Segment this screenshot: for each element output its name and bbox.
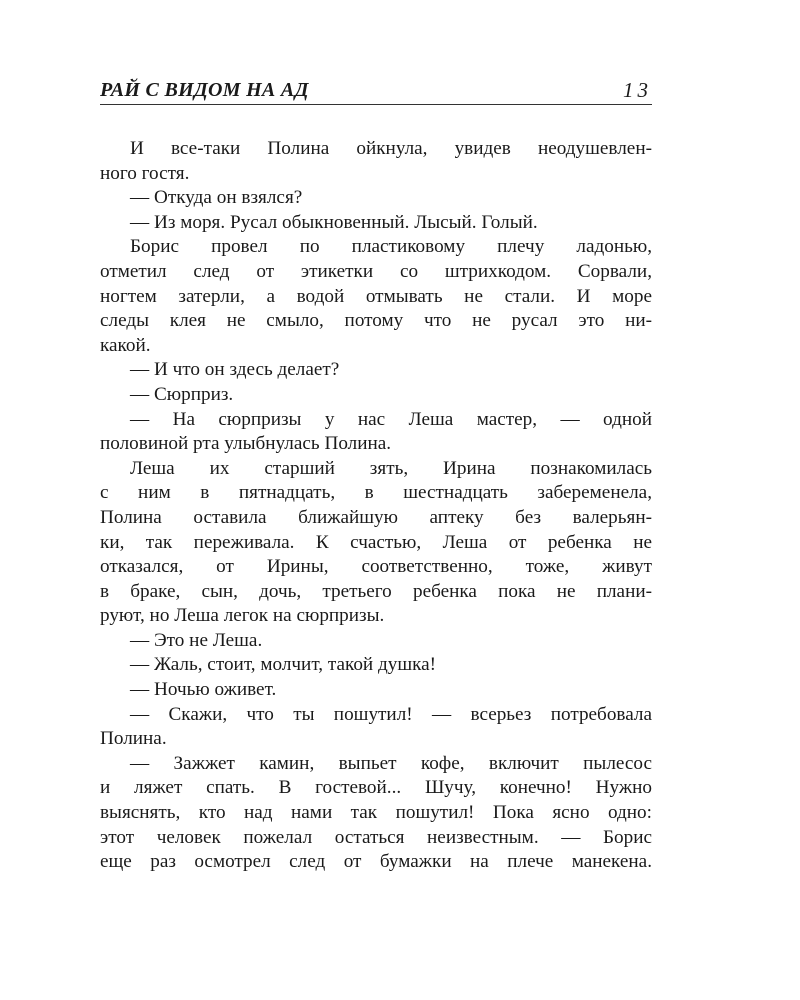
- text-line: Полина.: [100, 728, 167, 750]
- text-line: с ним в пятнадцать, в шестнадцать забеременела,: [100, 482, 652, 504]
- text-line: — И что он здесь делает?: [130, 359, 340, 381]
- text-line: руют, но Леша легок на сюрпризы.: [100, 605, 385, 627]
- text-line: Борис провел по пластиковому плечу ладонью,: [130, 236, 652, 258]
- text-line: этот человек пожелал остаться неизвестным. — Борис: [100, 826, 652, 848]
- text-line: — Из моря. Русал обыкновенный. Лысый. Голый.: [130, 211, 538, 233]
- text-line: — Ночью оживет.: [130, 679, 277, 701]
- text-line: выяснять, кто над нами так пошутил! Пока ясно одно:: [100, 802, 652, 824]
- text-line: — Скажи, что ты пошутил! — всерьез потребовала: [130, 703, 652, 725]
- text-line: — Это не Леша.: [130, 629, 263, 651]
- text-line: отказался, от Ирины, соответственно, тоже, живут: [100, 556, 652, 578]
- text-line: Полина оставила ближайшую аптеку без валерьян-: [100, 506, 652, 528]
- text-line: — Сюрприз.: [130, 383, 234, 405]
- running-header: [100, 78, 652, 106]
- text-line: ного гостя.: [100, 162, 190, 184]
- page-number: 13: [623, 78, 652, 102]
- text-line: ки, так переживала. К счастью, Леша от ребенка не: [100, 531, 652, 553]
- text-line: следы клея не смыло, потому что не русал это ни-: [100, 310, 652, 332]
- text-line: — Зажжет камин, выпьет кофе, включит пылесос: [130, 752, 652, 774]
- header-rule: [100, 104, 652, 105]
- text-line: какой.: [100, 334, 151, 356]
- text-line: и ляжет спать. В гостевой... Шучу, конечно! Нужно: [100, 777, 652, 799]
- text-line: в браке, сын, дочь, третьего ребенка пока не плани-: [100, 580, 652, 602]
- text-line: И все-таки Полина ойкнула, увидев неодушевлен-: [130, 138, 652, 159]
- text-line: половиной рта улыбнулась Полина.: [100, 433, 392, 455]
- text-line: — Жаль, стоит, молчит, такой душка!: [130, 654, 437, 676]
- text-line: еще раз осмотрел след от бумажки на плече манекена.: [100, 851, 652, 873]
- text-line: Леша их старший зять, Ирина познакомилась: [130, 457, 652, 479]
- text-line: — Откуда он взялся?: [130, 187, 303, 209]
- text-line: — На сюрпризы у нас Леша мастер, — одной: [130, 408, 652, 430]
- running-title: РАЙ С ВИДОМ НА АД: [100, 79, 309, 101]
- text-line: ногтем затерли, а водой отмывать не стали. И море: [100, 285, 652, 307]
- body-text: [100, 137, 652, 875]
- text-line: отметил след от этикетки со штрихкодом. Сорвали,: [100, 260, 652, 282]
